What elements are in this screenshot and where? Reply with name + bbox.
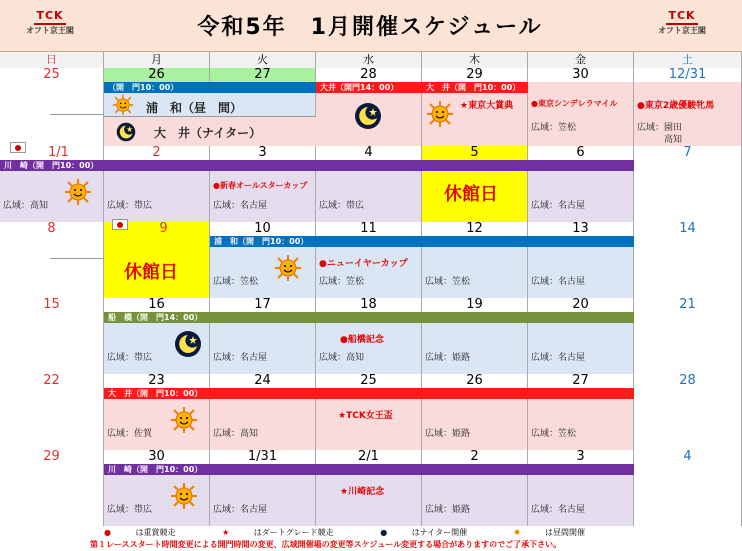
venue-banner: 浦 和（開 門10：00） — [210, 236, 634, 247]
sun-icon — [170, 482, 198, 510]
area-venue: 広域：佐賀 — [107, 429, 153, 439]
week-row-2 — [0, 146, 742, 222]
sun-icon — [112, 94, 134, 116]
area-venue: 広域：笠松 — [425, 277, 471, 287]
day-cell[interactable] — [0, 236, 104, 298]
week-row-4 — [0, 298, 742, 374]
date-cell: 12/31 — [634, 68, 742, 82]
major-race-label: ● 新春オールスターカップ — [213, 180, 307, 191]
sun-icon — [274, 254, 302, 282]
area-venue: 広域：名古屋 — [213, 201, 268, 211]
date-cell: 4 — [634, 450, 742, 464]
area-venue: 広域：帯広 — [107, 505, 153, 515]
star-icon: ★ — [222, 528, 230, 537]
date-cell: 4 — [316, 146, 422, 160]
date-cell: 5 — [422, 146, 528, 160]
moon-icon: ● — [380, 528, 388, 537]
date-cell: 25 — [0, 68, 104, 82]
date-cell: 27 — [210, 68, 316, 82]
legend-text: は重賞競走 — [135, 528, 176, 537]
day-cell[interactable] — [104, 236, 210, 298]
area-venue: 広域：名古屋 — [531, 277, 586, 287]
date-cell: 2/1 — [316, 450, 422, 464]
day-cell[interactable] — [104, 82, 316, 146]
date-cell: 1/31 — [210, 450, 316, 464]
venue-banner: 船 橋（開 門14：00） — [104, 312, 634, 323]
legend-night — [380, 528, 489, 537]
closed-label: 休館日 — [444, 184, 498, 205]
date-cell: 7 — [634, 146, 742, 160]
closed-label: 休館日 — [124, 262, 178, 283]
area-venue: 高知 — [664, 135, 683, 145]
day-cell[interactable] — [0, 312, 104, 374]
cell-box — [50, 258, 104, 259]
grade-race-label: ★ TCK女王盃 — [338, 408, 393, 421]
major-race-label: ● ニューイヤーカップ — [319, 256, 408, 269]
logo-line — [666, 23, 698, 25]
logo-sub: オフト京王閣 — [26, 26, 74, 35]
day-cell[interactable] — [634, 312, 742, 374]
legend-grade — [222, 528, 356, 537]
legend-day — [514, 528, 607, 537]
area-venue: 広域：名古屋 — [213, 505, 268, 515]
date-cell: 23 — [104, 374, 210, 388]
date-cell: 30 — [104, 450, 210, 464]
major-race-label: ● 船橋記念 — [340, 332, 384, 345]
page-title: 令和5年 1月開催スケジュール — [197, 15, 543, 40]
venue-label: 浦 和（昼 間） — [146, 101, 243, 115]
legend-text: はダートグレード競走 — [253, 528, 334, 537]
sun-icon — [170, 406, 198, 434]
area-venue: 広域：高知 — [319, 353, 365, 363]
day-cell[interactable] — [316, 82, 422, 146]
date-cell: 12 — [422, 222, 528, 236]
night-row — [104, 116, 316, 146]
date-cell: 27 — [528, 374, 634, 388]
venue-banner: 川 崎（開 門10：00） — [104, 464, 634, 475]
date-cell: 11 — [316, 222, 422, 236]
area-venue: 広域：高知 — [213, 429, 259, 439]
brand-logo-right — [652, 10, 712, 40]
week-row-3 — [0, 222, 742, 298]
legend-text: は昼間開催 — [544, 528, 585, 537]
date-cell: 25 — [316, 374, 422, 388]
date-cell: 24 — [210, 374, 316, 388]
area-venue: 広域：笠松 — [531, 429, 577, 439]
date-cell — [0, 146, 104, 160]
weekday-tue: 火 — [210, 52, 316, 68]
venue-label: 大 井（ナイター） — [154, 126, 262, 140]
day-cell[interactable] — [634, 464, 742, 526]
day-cell[interactable] — [634, 388, 742, 450]
grade-race-label: ★ 川崎記念 — [340, 484, 384, 497]
day-cell[interactable] — [528, 82, 634, 146]
legend-text: はナイター開催 — [411, 528, 468, 537]
weekday-sat: 土 — [634, 52, 742, 68]
date-cell: 22 — [0, 374, 104, 388]
date-cell: 26 — [422, 374, 528, 388]
area-venue: 広域：帯広 — [107, 353, 153, 363]
flag-icon — [10, 142, 26, 153]
week-row-5 — [0, 374, 742, 450]
legend — [104, 527, 638, 539]
date-cell: 16 — [104, 298, 210, 312]
date-text: 9 — [159, 221, 168, 236]
area-venue: 広域：名古屋 — [531, 505, 586, 515]
major-race-label: ● 東京2歳優駿牝馬 — [637, 98, 714, 111]
weekday-mon: 月 — [104, 52, 210, 68]
day-cell[interactable] — [422, 82, 528, 146]
weekday-header — [0, 52, 742, 68]
date-cell: 3 — [528, 450, 634, 464]
date-cell: 14 — [634, 222, 742, 236]
date-cell: 26 — [104, 68, 210, 82]
logo-mark: TCK — [36, 9, 64, 22]
schedule-notice: 第１レーススタート時間変更による開門時間の変更、広域開催場の変更等スケジュール変更する場合がありますのでご了承下さい。 — [90, 540, 562, 549]
date-cell: 8 — [0, 222, 104, 236]
sun-icon — [426, 100, 454, 128]
legend-major — [104, 528, 198, 537]
day-cell[interactable] — [634, 160, 742, 222]
date-cell: 15 — [0, 298, 104, 312]
flag-icon — [112, 219, 128, 230]
area-venue: 広域：笠松 — [531, 123, 577, 133]
moon-icon — [174, 330, 202, 358]
weekday-thu: 木 — [422, 52, 528, 68]
date-cell: 29 — [0, 450, 104, 464]
day-cell[interactable] — [0, 82, 104, 146]
moon-icon — [354, 102, 382, 130]
weekday-wed: 水 — [316, 52, 422, 68]
week-row-6 — [0, 450, 742, 526]
date-cell: 13 — [528, 222, 634, 236]
date-cell: 2 — [104, 146, 210, 160]
logo-mark: TCK — [668, 9, 696, 22]
date-cell: 28 — [316, 68, 422, 82]
day-cell[interactable] — [634, 236, 742, 298]
area-venue: 広域：名古屋 — [531, 201, 586, 211]
area-venue: 広域：名古屋 — [213, 353, 268, 363]
weekday-sun: 日 — [0, 52, 104, 68]
cell-box — [50, 114, 104, 115]
area-venue: 広域：笠松 — [213, 277, 259, 287]
venue-banner: 大 井（開 門10：00） — [104, 388, 634, 399]
dot-icon: ● — [104, 528, 111, 537]
brand-logo-left — [20, 10, 80, 40]
area-venue: 広域：高知 — [3, 201, 49, 211]
date-cell: 19 — [422, 298, 528, 312]
date-cell: 17 — [210, 298, 316, 312]
area-venue: 広域：姫路 — [425, 353, 471, 363]
venue-banner: （開 門10：00） — [104, 82, 316, 93]
date-cell: 28 — [634, 374, 742, 388]
logo-line — [34, 23, 66, 25]
date-cell — [104, 222, 210, 236]
area-venue: 広域：園田 — [637, 123, 683, 133]
area-venue: 広域：帯広 — [319, 201, 365, 211]
venue-banner: 大井（開門14：00） — [316, 82, 422, 93]
date-cell: 10 — [210, 222, 316, 236]
area-venue: 広域：姫路 — [425, 429, 471, 439]
date-text: 1/1 — [48, 145, 69, 160]
area-venue: 広域：姫路 — [425, 505, 471, 515]
day-cell[interactable] — [634, 82, 742, 146]
logo-sub: オフト京王閣 — [658, 26, 706, 35]
date-cell: 6 — [528, 146, 634, 160]
date-cell: 30 — [528, 68, 634, 82]
area-venue: 広域：帯広 — [107, 201, 153, 211]
date-cell: 20 — [528, 298, 634, 312]
major-race-label: ● 東京シンデレラマイル — [531, 98, 617, 109]
date-cell: 2 — [422, 450, 528, 464]
day-cell[interactable] — [0, 388, 104, 450]
day-cell[interactable] — [0, 464, 104, 526]
area-venue: 広域：笠松 — [319, 277, 365, 287]
date-cell: 29 — [422, 68, 528, 82]
grade-race-label: ★ 東京大賞典 — [460, 98, 513, 111]
moon-icon — [116, 122, 136, 142]
date-cell: 21 — [634, 298, 742, 312]
date-cell: 18 — [316, 298, 422, 312]
weekday-fri: 金 — [528, 52, 634, 68]
week-row-1 — [0, 68, 742, 146]
venue-banner: 川 崎（開 門10：00） — [0, 160, 634, 171]
date-cell: 3 — [210, 146, 316, 160]
header-bar — [0, 0, 742, 52]
sun-icon — [64, 178, 92, 206]
area-venue: 広域：名古屋 — [531, 353, 586, 363]
venue-banner: 大 井（開 門10：00） — [422, 82, 740, 93]
sun-icon: ✹ — [513, 528, 521, 537]
